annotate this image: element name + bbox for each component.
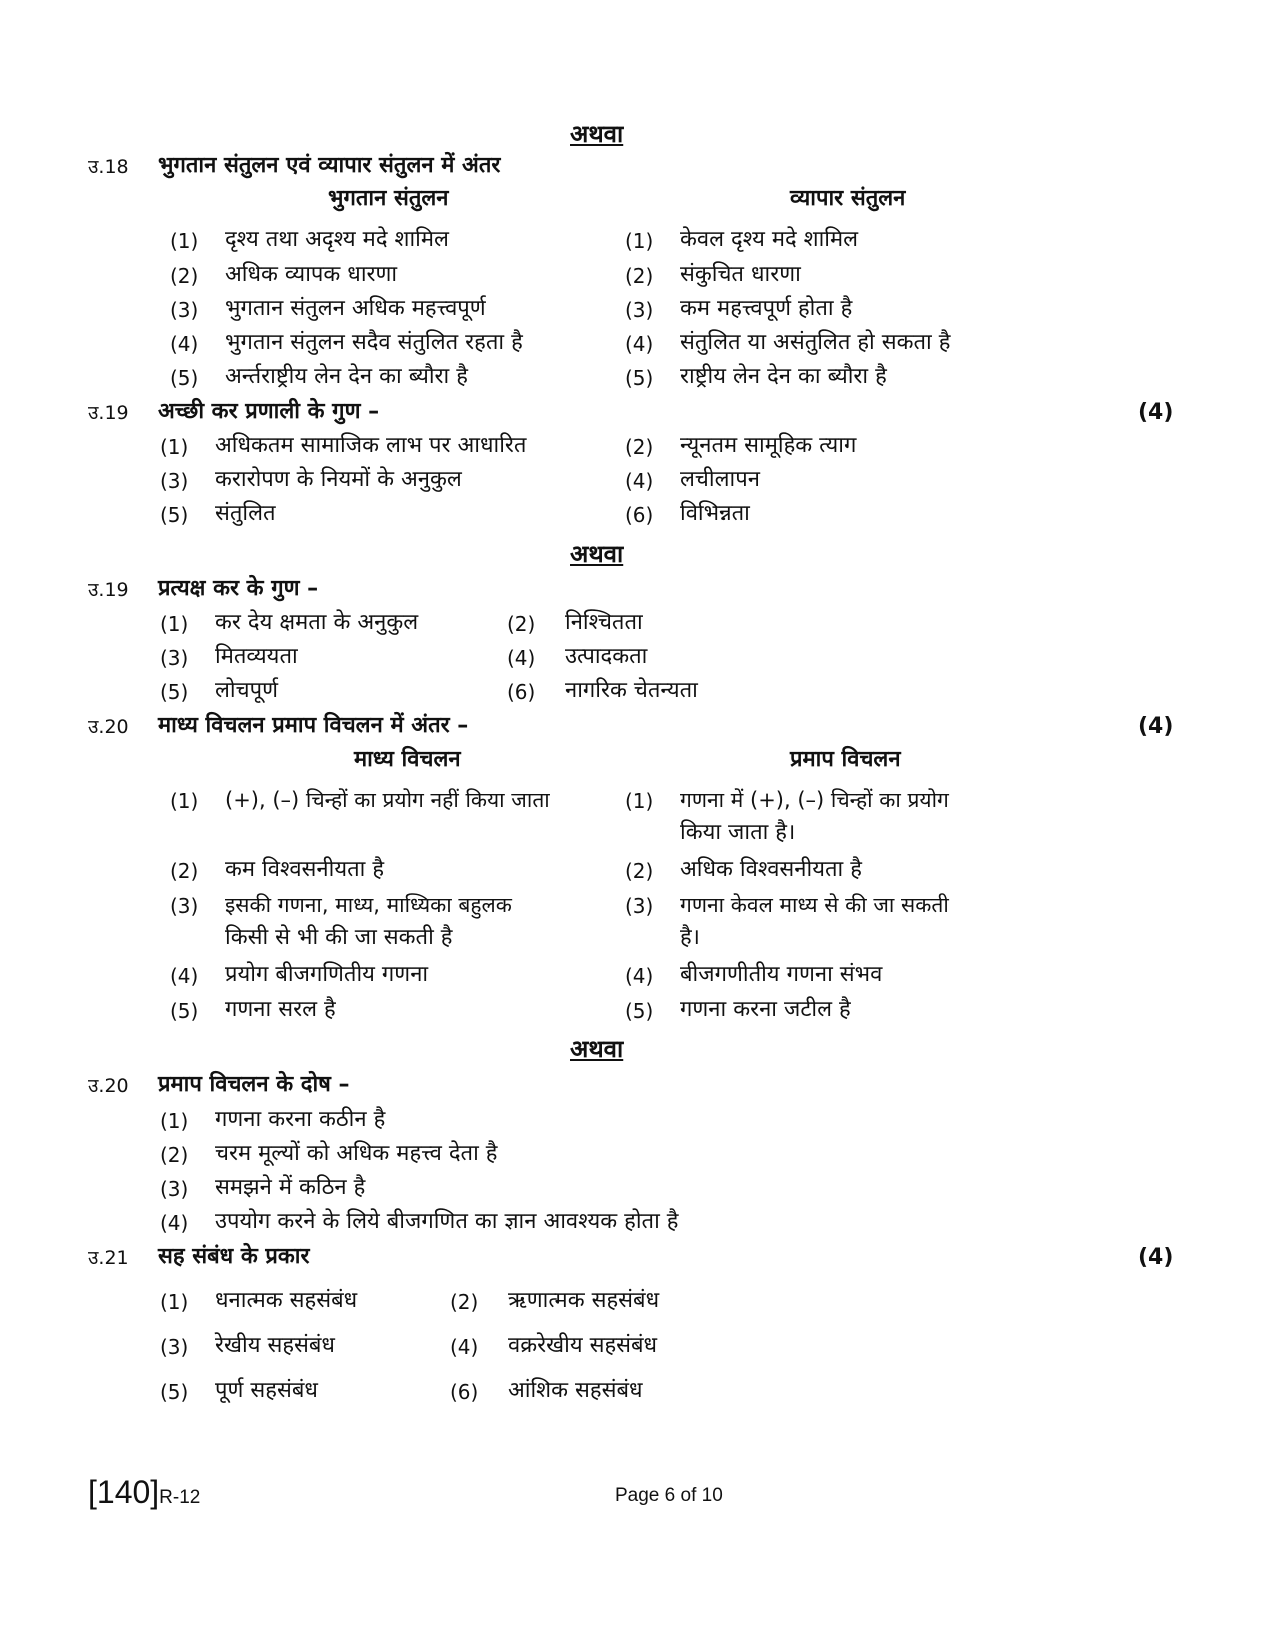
item-text: केवल दृश्य मदे शामिल (680, 227, 859, 252)
page-number: Page 6 of 10 (615, 1485, 723, 1506)
paper-code: [140] (88, 1474, 160, 1510)
item-number: (4) (170, 964, 199, 988)
item-number: (3) (160, 1177, 189, 1201)
item-text: संकुचित धारणा (680, 262, 801, 287)
column-heading-right: प्रमाप विचलन (790, 747, 901, 772)
question-title: माध्य विचलन प्रमाप विचलन में अंतर – (158, 713, 469, 738)
item-text: भुगतान संतुलन सदैव संतुलित रहता है (225, 330, 523, 355)
marks: (4) (1138, 714, 1174, 739)
item-number: (2) (450, 1290, 479, 1314)
item-text: राष्ट्रीय लेन देन का ब्यौरा है (680, 364, 887, 389)
item-number: (1) (160, 435, 189, 459)
item-text: गणना करना जटील है (680, 997, 851, 1022)
question-title: भुगतान संतुलन एवं व्यापार संतुलन में अंतर (158, 153, 501, 178)
athva-heading: अथवा (570, 1035, 624, 1063)
item-number: (1) (160, 612, 189, 636)
item-number: (1) (170, 789, 199, 813)
item-text: अधिक व्यापक धारणा (225, 262, 398, 287)
item-number: (4) (507, 646, 536, 670)
question-number: उ.18 (88, 156, 129, 178)
item-text: कम विश्वसनीयता है (225, 857, 385, 882)
item-number: (5) (160, 680, 189, 704)
item-number: (1) (170, 229, 199, 253)
item-number: (5) (170, 999, 199, 1023)
question-number: उ.19 (88, 579, 129, 601)
item-text: वक्ररेखीय सहसंबंध (508, 1333, 658, 1358)
paper-subcode: R-12 (159, 1487, 201, 1508)
item-number: (4) (625, 332, 654, 356)
item-number: (4) (170, 332, 199, 356)
item-number: (2) (170, 859, 199, 883)
item-text: कर देय क्षमता के अनुकुल (215, 610, 419, 635)
footer-code-group (88, 1474, 200, 1516)
item-text-continued: किसी से भी की जा सकती है (225, 925, 453, 950)
item-number: (6) (450, 1380, 479, 1404)
item-text: लचीलापन (680, 467, 760, 492)
item-number: (2) (625, 435, 654, 459)
item-number: (4) (625, 469, 654, 493)
item-text: (+), (–) चिन्हों का प्रयोग नहीं किया जाता (225, 788, 550, 812)
item-number: (4) (160, 1211, 189, 1235)
item-text-continued: किया जाता है। (680, 820, 796, 845)
item-text: न्यूनतम सामूहिक त्याग (680, 433, 857, 458)
item-text: चरम मूल्यों को अधिक महत्त्व देता है (215, 1141, 498, 1166)
item-text: ऋणात्मक सहसंबंध (508, 1288, 660, 1313)
marks: (4) (1138, 400, 1174, 425)
question-title: सह संबंध के प्रकार (158, 1244, 310, 1269)
item-number: (6) (625, 503, 654, 527)
item-text: पूर्ण सहसंबंध (215, 1378, 318, 1403)
item-text: संतुलित या असंतुलित हो सकता है (680, 330, 951, 355)
item-text: नागरिक चेतन्यता (565, 678, 698, 703)
item-number: (1) (160, 1290, 189, 1314)
column-heading-left: भुगतान संतुलन (328, 186, 449, 211)
column-heading-left: माध्य विचलन (354, 747, 461, 772)
item-text: धनात्मक सहसंबंध (215, 1288, 358, 1313)
item-text: भुगतान संतुलन अधिक महत्त्वपूर्ण (225, 296, 486, 321)
item-text: विभिन्नता (680, 501, 750, 526)
item-number: (1) (160, 1109, 189, 1133)
item-number: (1) (625, 229, 654, 253)
item-number: (2) (625, 264, 654, 288)
item-number: (5) (170, 366, 199, 390)
athva-heading: अथवा (570, 120, 624, 148)
item-text: करारोपण के नियमों के अनुकुल (215, 467, 462, 492)
item-number: (2) (170, 264, 199, 288)
item-text: समझने में कठिन है (215, 1175, 366, 1200)
question-number: उ.20 (88, 1075, 129, 1097)
item-text: मितव्ययता (215, 644, 298, 669)
item-text: गणना केवल माध्य से की जा सकती (680, 893, 949, 917)
question-title: अच्छी कर प्रणाली के गुण – (158, 399, 380, 424)
item-number: (2) (625, 859, 654, 883)
item-text-continued: है। (680, 925, 701, 950)
item-number: (3) (170, 298, 199, 322)
item-text: गणना करना कठीन है (215, 1107, 386, 1132)
item-text: बीजगणीतीय गणना संभव (680, 962, 883, 987)
athva-heading: अथवा (570, 540, 624, 568)
item-number: (3) (160, 1335, 189, 1359)
column-heading-right: व्यापार संतुलन (790, 186, 906, 211)
item-text: लोचपूर्ण (215, 678, 278, 703)
item-text: गणना सरल है (225, 997, 336, 1022)
question-title: प्रत्यक्ष कर के गुण – (158, 576, 319, 601)
item-text: प्रयोग बीजगणितीय गणना (225, 962, 429, 987)
item-number: (4) (625, 964, 654, 988)
item-text: अधिकतम सामाजिक लाभ पर आधारित (215, 433, 527, 458)
item-text: आंशिक सहसंबंध (508, 1378, 643, 1403)
item-text: कम महत्त्वपूर्ण होता है (680, 296, 853, 321)
item-text: अर्न्तराष्ट्रीय लेन देन का ब्यौरा है (225, 364, 468, 389)
item-number: (5) (625, 999, 654, 1023)
item-text: गणना में (+), (–) चिन्हों का प्रयोग (680, 788, 949, 812)
item-number: (6) (507, 680, 536, 704)
item-number: (4) (450, 1335, 479, 1359)
item-number: (3) (625, 894, 654, 918)
item-number: (5) (625, 366, 654, 390)
item-text: उपयोग करने के लिये बीजगणित का ज्ञान आवश्यक होता है (215, 1209, 679, 1234)
question-number: उ.21 (88, 1247, 129, 1269)
item-text: अधिक विश्वसनीयता है (680, 857, 862, 882)
item-number: (3) (160, 469, 189, 493)
item-number: (5) (160, 1380, 189, 1404)
item-number: (5) (160, 503, 189, 527)
item-text: उत्पादकता (565, 644, 648, 669)
item-number: (2) (160, 1143, 189, 1167)
question-number: उ.19 (88, 402, 129, 424)
item-number: (3) (625, 298, 654, 322)
item-text: निश्चितता (565, 610, 643, 635)
item-number: (3) (170, 894, 199, 918)
item-text: इसकी गणना, माध्य, माध्यिका बहुलक (225, 893, 512, 917)
item-text: दृश्य तथा अदृश्य मदे शामिल (225, 227, 449, 252)
question-title: प्रमाप विचलन के दोष – (158, 1072, 350, 1097)
item-number: (1) (625, 789, 654, 813)
marks: (4) (1138, 1245, 1174, 1270)
item-text: संतुलित (215, 501, 276, 526)
question-number: उ.20 (88, 716, 129, 738)
item-number: (2) (507, 612, 536, 636)
item-number: (3) (160, 646, 189, 670)
item-text: रेखीय सहसंबंध (215, 1333, 335, 1358)
